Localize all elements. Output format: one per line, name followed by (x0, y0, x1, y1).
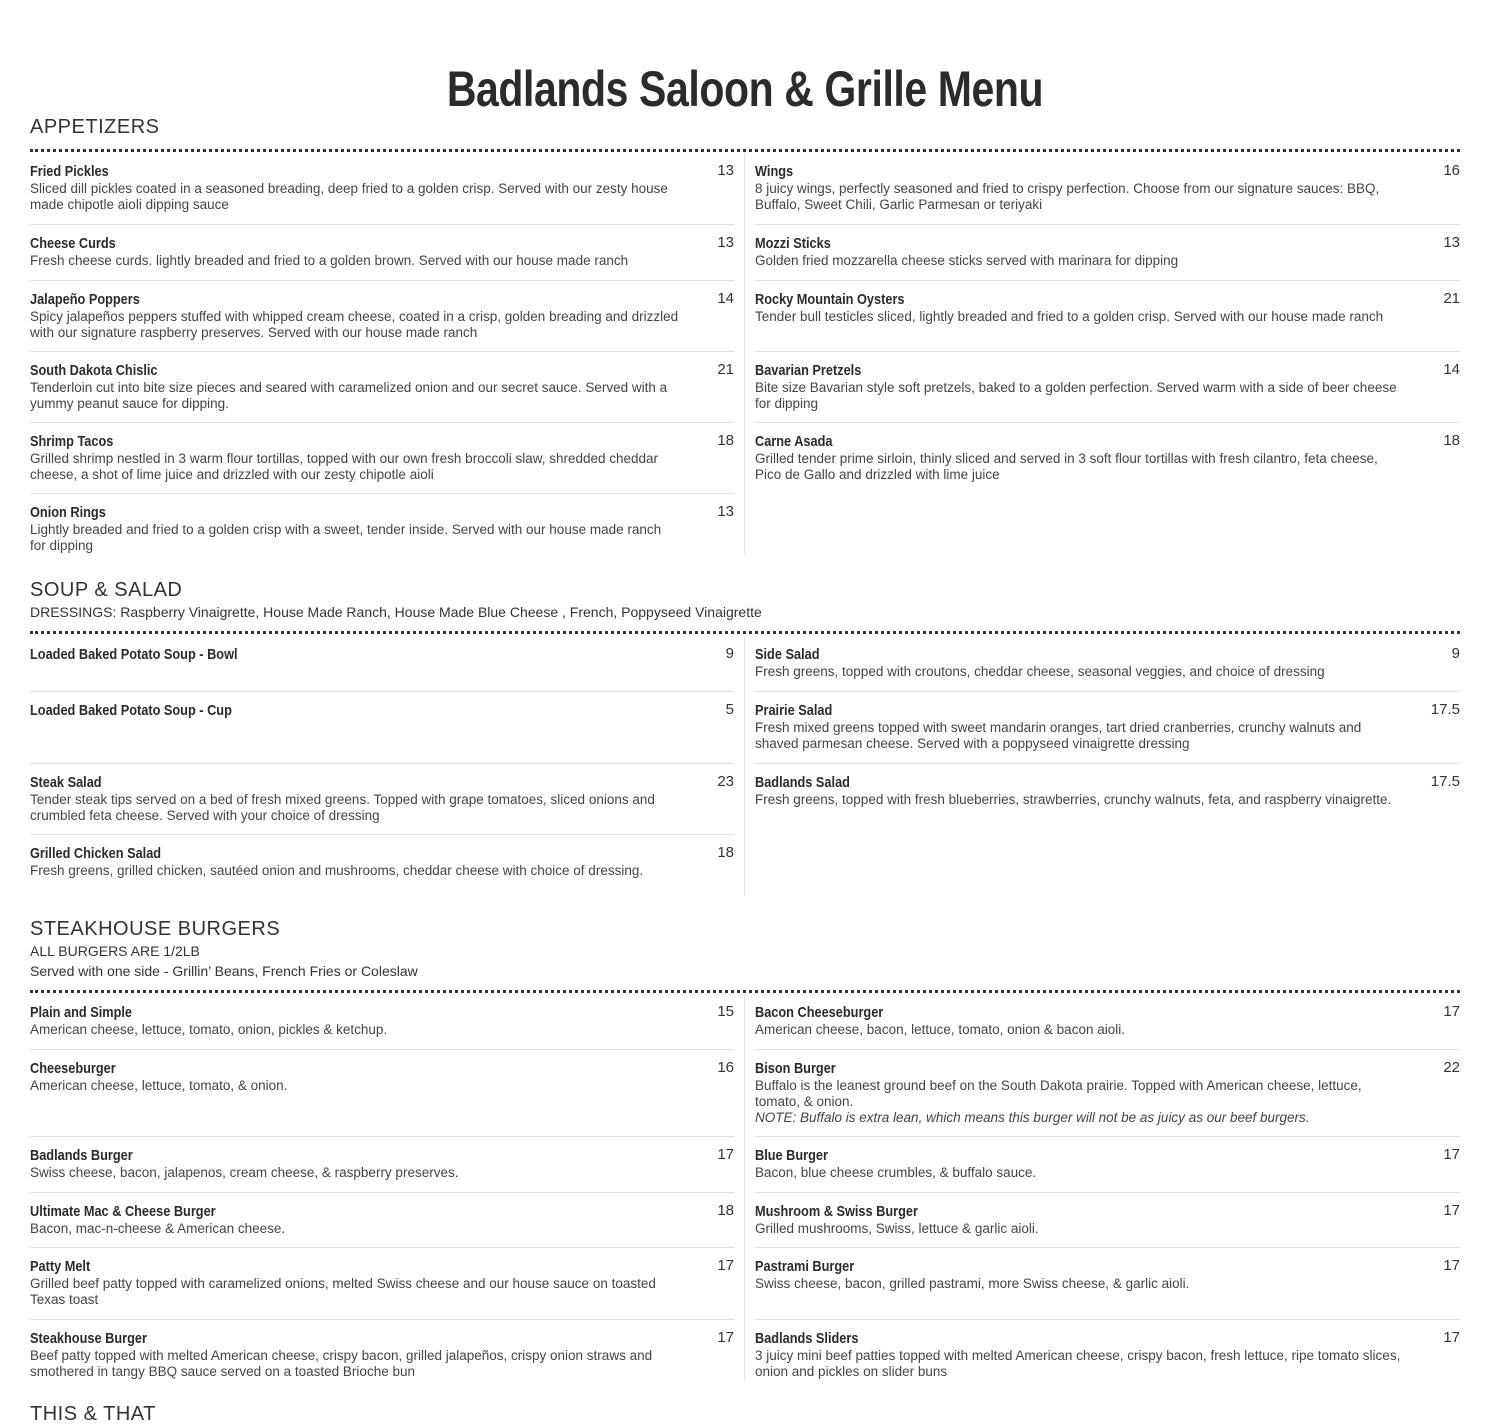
menu-item-name: Badlands Salad (755, 774, 850, 791)
menu-item (30, 1136, 734, 1192)
menu-item (755, 224, 1460, 280)
menu-item-name: Steakhouse Burger (30, 1330, 147, 1347)
dressings-note: DRESSINGS: Raspberry Vinaigrette, House Made Ranch, House Made Blue Cheese , French, Poppyseed Vinaigrette (30, 604, 762, 620)
menu-item-description: Tenderloin cut into bite size pieces and seared with caramelized onion and our secret sauce. Served with a yummy peanut sauce for dipping. (30, 380, 668, 411)
menu-item (30, 1319, 734, 1381)
menu-item-description: Sliced dill pickles coated in a seasoned breading, deep fried to a golden crisp. Served with our zesty house made chipotle aioli dipping sauce (30, 181, 668, 212)
menu-item-name: Shrimp Tacos (30, 433, 114, 450)
menu-item-price: 21 (1443, 290, 1460, 307)
menu-item-description: Grilled beef patty topped with caramelized onions, melted Swiss cheese and our house sauce on toasted Texas toast (30, 1276, 656, 1307)
menu-item (755, 1136, 1460, 1192)
menu-item-price: 13 (717, 234, 734, 251)
menu-item-price: 17 (1443, 1257, 1460, 1274)
page-title: Badlands Saloon & Grille Menu (446, 61, 1044, 117)
menu-item-price: 16 (1443, 162, 1460, 179)
menu-item (30, 1049, 734, 1136)
menu-item-name: Side Salad (755, 646, 820, 663)
menu-item-name: South Dakota Chislic (30, 362, 158, 379)
menu-item-name: Onion Rings (30, 504, 106, 521)
section-appetizers (30, 115, 1460, 555)
menu-column-left (30, 636, 745, 896)
menu-item-name: Blue Burger (755, 1147, 828, 1164)
menu-item (30, 691, 734, 763)
menu-item (755, 422, 1460, 493)
menu-item (755, 1247, 1460, 1319)
menu-item (30, 834, 734, 896)
menu-item-description: Grilled shrimp nestled in 3 warm flour tortillas, topped with our own fresh broccoli slaw, shredded cheddar cheese, a shot of lime juice and drizzled with our zesty chipotle aioli (30, 451, 659, 482)
menu-item-description: Spicy jalapeños peppers stuffed with whipped cream cheese, coated in a crisp, golden breading and drizzled with our signature raspberry preserves. Served with our house made ranch (30, 309, 679, 340)
menu-item-price: 18 (717, 1202, 734, 1219)
menu-item-description: Fresh greens, grilled chicken, sautéed onion and mushrooms, cheddar cheese with choice of dressing. (30, 863, 644, 878)
menu-item (755, 1319, 1460, 1381)
menu-item-name: Patty Melt (30, 1258, 91, 1275)
menu-item-price: 9 (725, 645, 734, 662)
menu-item-name: Cheese Curds (30, 235, 116, 252)
menu-item-name: Steak Salad (30, 774, 102, 791)
menu-item-price: 17 (1443, 1202, 1460, 1219)
menu-item-price: 16 (717, 1059, 734, 1076)
menu-item-description: Fresh greens, topped with fresh blueberries, strawberries, crunchy walnuts, feta, and raspberry vinaigrette. (755, 792, 1392, 807)
menu-item-name: Loaded Baked Potato Soup - Bowl (30, 646, 238, 663)
menu-item-description: Grilled mushrooms, Swiss, lettuce & garlic aioli. (755, 1221, 1039, 1236)
dotted-divider (30, 149, 1460, 152)
menu-item-description: Fresh mixed greens topped with sweet mandarin oranges, tart dried cranberries, crunchy walnuts and shaved parmesan cheese. Served with a poppyseed vinaigrette dressing (755, 720, 1362, 751)
menu-item-price: 17.5 (1430, 701, 1460, 718)
menu-item-description: Golden fried mozzarella cheese sticks served with marinara for dipping (755, 253, 1179, 268)
menu-item-description: American cheese, bacon, lettuce, tomato, onion & bacon aioli. (755, 1022, 1125, 1037)
menu-item-description: Bite size Bavarian style soft pretzels, baked to a golden perfection. Served warm with a side of beer cheese for dipping (755, 380, 1397, 411)
menu-item-description: Buffalo is the leanest ground beef on the South Dakota prairie. Topped with American cheese, lettuce, tomato, & onion. (755, 1078, 1362, 1109)
menu-item-price: 5 (725, 701, 734, 718)
menu-item-price: 17 (717, 1257, 734, 1274)
menu-item-price: 23 (717, 773, 734, 790)
burger-size-note: ALL BURGERS ARE 1/2LB (30, 943, 200, 959)
menu-item (755, 351, 1460, 422)
section-title: SOUP & SALAD (30, 579, 183, 601)
menu-item-name: Wings (755, 163, 794, 180)
menu-item-name: Carne Asada (755, 433, 833, 450)
section-this-that (30, 1402, 1460, 1428)
menu-item-name: Ultimate Mac & Cheese Burger (30, 1203, 216, 1220)
menu-item-name: Loaded Baked Potato Soup - Cup (30, 702, 232, 719)
menu-item-description: Bacon, mac-n-cheese & American cheese. (30, 1221, 286, 1236)
menu-item-description: Tender steak tips served on a bed of fresh mixed greens. Topped with grape tomatoes, sliced onions and crumbled feta cheese. Served with your choice of dressing (30, 792, 655, 823)
menu-item (30, 224, 734, 280)
menu-item-name: Badlands Burger (30, 1147, 133, 1164)
menu-item (30, 422, 734, 493)
menu-item-description: Tender bull testicles sliced, lightly breaded and fried to a golden crisp. Served with our house made ranch (755, 309, 1384, 324)
menu-item-price: 18 (1443, 432, 1460, 449)
menu-item-name: Badlands Sliders (755, 1330, 859, 1347)
menu-item-name: Mushroom & Swiss Burger (755, 1203, 918, 1220)
menu-item (30, 994, 734, 1049)
menu-column-right (745, 636, 1460, 896)
menu-item-price: 17.5 (1430, 773, 1460, 790)
menu-item-price: 13 (717, 162, 734, 179)
menu-item (30, 1247, 734, 1319)
section-burgers (30, 917, 1460, 1382)
menu-item-price: 13 (1443, 234, 1460, 251)
menu-item-name: Plain and Simple (30, 1004, 133, 1021)
section-title: THIS & THAT (30, 1403, 156, 1425)
menu-item (30, 351, 734, 422)
menu-item-price: 15 (717, 1003, 734, 1020)
menu-item-description: American cheese, lettuce, tomato, & onion. (30, 1078, 288, 1093)
menu-item (30, 1192, 734, 1247)
menu-item-price: 18 (717, 844, 734, 861)
menu-item-price: 21 (717, 361, 734, 378)
section-title: APPETIZERS (30, 116, 160, 138)
menu-item-price: 14 (1443, 361, 1460, 378)
menu-item-description: 3 juicy mini beef patties topped with melted American cheese, crispy bacon, fresh lettuce, ripe tomato slices, onion and pickles on slider buns (755, 1348, 1401, 1379)
menu-item-description: Lightly breaded and fried to a golden crisp with a sweet, tender inside. Served with our house made ranch for dipping (30, 522, 662, 553)
menu-item-description: Swiss cheese, bacon, jalapenos, cream cheese, & raspberry preserves. (30, 1165, 459, 1180)
menu-item-description: 8 juicy wings, perfectly seasoned and fried to crispy perfection. Choose from our signature sauces: BBQ, Buffalo, Sweet Chili, Garlic Parmesan or teriyaki (755, 181, 1380, 212)
menu-item (755, 691, 1460, 763)
menu-item-price: 14 (717, 290, 734, 307)
menu-item-price: 17 (717, 1146, 734, 1163)
menu-item-name: Pastrami Burger (755, 1258, 855, 1275)
menu-item-name: Bavarian Pretzels (755, 362, 862, 379)
menu-item-price: 9 (1451, 645, 1460, 662)
menu-item (755, 763, 1460, 834)
menu-item-name: Mozzi Sticks (755, 235, 831, 252)
menu-item (755, 1049, 1460, 1136)
menu-column-right (745, 153, 1460, 555)
menu-item-description: Fresh cheese curds. lightly breaded and fried to a golden brown. Served with our house made ranch (30, 253, 629, 268)
menu-item-name: Grilled Chicken Salad (30, 845, 162, 862)
menu-item-description: American cheese, lettuce, tomato, onion, pickles & ketchup. (30, 1022, 388, 1037)
menu-item-price: 13 (717, 503, 734, 520)
menu-column-left (30, 994, 745, 1381)
menu-item-price: 17 (1443, 1146, 1460, 1163)
menu-column-left (30, 153, 745, 555)
menu-item-price: 17 (717, 1329, 734, 1346)
menu-item (755, 994, 1460, 1049)
menu-item (30, 280, 734, 351)
menu-item-price: 22 (1443, 1059, 1460, 1076)
menu-item-name: Prairie Salad (755, 702, 833, 719)
dotted-divider (30, 990, 1460, 993)
menu-item-note: NOTE: Buffalo is extra lean, which means this burger will not be as juicy as our beef burgers. (755, 1110, 1310, 1125)
menu-item-price: 18 (717, 432, 734, 449)
menu-item-name: Fried Pickles (30, 163, 109, 180)
menu-item-description: Grilled tender prime sirloin, thinly sliced and served in 3 soft flour tortillas with fresh cilantro, feta cheese, Pico de Gallo and drizzled with lime juice (755, 451, 1378, 482)
dotted-divider (30, 631, 1460, 634)
menu-item (755, 636, 1460, 691)
menu-item (755, 280, 1460, 351)
menu-item-name: Cheeseburger (30, 1060, 116, 1077)
section-title: STEAKHOUSE BURGERS (30, 918, 281, 940)
menu-item-name: Rocky Mountain Oysters (755, 291, 905, 308)
menu-item-description: Beef patty topped with melted American cheese, crispy bacon, grilled jalapeños, crispy onion straws and smothered in tangy BBQ sauce served on a toasted Brioche bun (30, 1348, 653, 1379)
menu-item-price: 17 (1443, 1003, 1460, 1020)
menu-item-description: Fresh greens, topped with croutons, cheddar cheese, seasonal veggies, and choice of dressing (755, 664, 1325, 679)
menu-item (30, 636, 734, 691)
menu-item-name: Bacon Cheeseburger (755, 1004, 884, 1021)
menu-item-name: Bison Burger (755, 1060, 836, 1077)
menu-item-description: Bacon, blue cheese crumbles, & buffalo sauce. (755, 1165, 1037, 1180)
section-soup-salad (30, 578, 1460, 898)
menu-item (755, 153, 1460, 224)
menu-item-price: 17 (1443, 1329, 1460, 1346)
menu-column-right (745, 994, 1460, 1381)
menu-item-name: Jalapeño Poppers (30, 291, 140, 308)
menu-item (30, 493, 734, 555)
menu-item (755, 1192, 1460, 1247)
burger-side-note: Served with one side - Grillin’ Beans, French Fries or Coleslaw (30, 963, 418, 979)
menu-item (30, 153, 734, 224)
menu-item (30, 763, 734, 834)
menu-item-description: Swiss cheese, bacon, grilled pastrami, more Swiss cheese, & garlic aioli. (755, 1276, 1190, 1291)
